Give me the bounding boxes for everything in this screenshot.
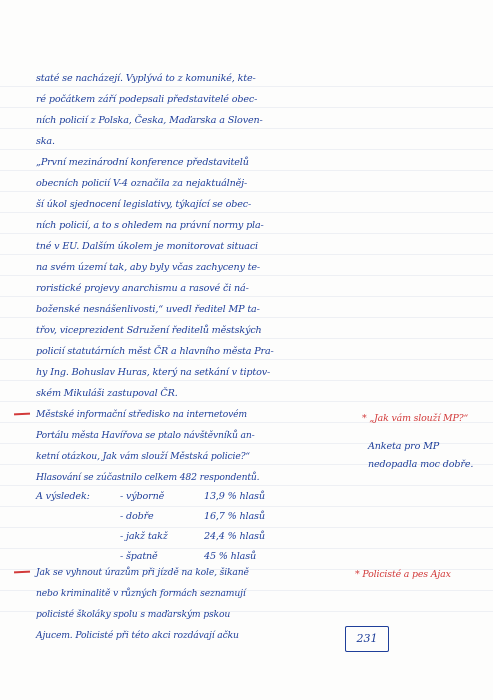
rule-line [0, 275, 493, 276]
survey-answer: - dobře [120, 511, 154, 522]
rule-line [0, 128, 493, 129]
rule-line [0, 149, 493, 150]
rule-line [0, 506, 493, 507]
text-line: staté se nacházejí. Vyplývá to z komuniké, kte- [36, 73, 256, 84]
rule-line [0, 233, 493, 234]
rule-line [0, 380, 493, 381]
rule-line [0, 548, 493, 549]
text-line: ré počátkem září podepsali představitelé obec- [36, 94, 258, 105]
rule-line [0, 485, 493, 486]
text-line: Jak se vyhnout úrazům při jízdě na kole, šikaně [36, 567, 249, 578]
page-number: 231 [345, 626, 389, 652]
text-line: Městské informační středisko na internetovém [36, 409, 247, 420]
text-line: Hlasování se zúčastnilo celkem 482 respondentů. [36, 472, 260, 483]
text-line: ních policií, a to s ohledem na právní normy pla- [36, 220, 264, 231]
margin-note: Anketa pro MP [368, 441, 440, 452]
rule-line [0, 296, 493, 297]
rule-line [0, 86, 493, 87]
text-line: Ajucem. Policisté při této akci rozdávají ačku [36, 630, 239, 641]
rule-line [0, 170, 493, 171]
text-line: na svém území tak, aby byly včas zachyceny te- [36, 262, 260, 273]
text-line: policií statutárních měst ČR a hlavního města Pra- [36, 346, 274, 357]
text-line: tné v EU. Dalším úkolem je monitorovat situaci [36, 241, 258, 252]
rule-line [0, 527, 493, 528]
text-line: třov, viceprezident Sdružení ředitelů městských [36, 325, 262, 336]
survey-answer: - jakž takž [120, 531, 168, 542]
text-line: hy Ing. Bohuslav Huras, který na setkání v tiptov- [36, 367, 271, 378]
rule-line [0, 107, 493, 108]
text-line: ketní otázkou, Jak vám slouží Městská policie?“ [36, 451, 250, 462]
text-line: „První mezinárodní konference představitelů [36, 157, 249, 168]
rule-line [0, 191, 493, 192]
survey-value: 24,4 % hlasů [204, 531, 265, 542]
survey-answer: - výborně [120, 491, 165, 502]
rule-line [0, 359, 493, 360]
margin-dash [14, 571, 30, 573]
text-line: ska. [36, 136, 55, 147]
text-line: policisté školáky spolu s maďarským pskou [36, 609, 231, 620]
text-line: boženské nesnášenlivosti,“ uvedl ředitel MP ta- [36, 304, 260, 315]
survey-value: 13,9 % hlasů [204, 491, 265, 502]
text-line: Portálu města Havířova se ptalo návštěvníků an- [36, 430, 255, 441]
margin-note: * Policisté a pes Ajax [355, 569, 451, 580]
margin-dash [14, 413, 30, 415]
survey-answer: - špatně [120, 551, 158, 562]
margin-note: nedopadla moc dobře. [368, 459, 474, 470]
rule-line [0, 254, 493, 255]
rule-line [0, 212, 493, 213]
rule-line [0, 338, 493, 339]
text-line: ší úkol sjednocení legislativy, týkající se obec- [36, 199, 252, 210]
text-line: ském Mikuláši zastupoval ČR. [36, 388, 178, 399]
survey-value: 16,7 % hlasů [204, 511, 265, 522]
rule-line [0, 317, 493, 318]
text-line: ních policií z Polska, Česka, Maďarska a Sloven- [36, 115, 263, 126]
text-line: roristické projevy anarchismu a rasové či ná- [36, 283, 249, 294]
text-line: nebo kriminalitě v různých formách seznamují [36, 588, 246, 599]
margin-note: * „Jak vám slouží MP?“ [362, 413, 469, 424]
rule-line [0, 401, 493, 402]
text-line: obecních policií V-4 označila za nejaktuálněj- [36, 178, 248, 189]
survey-value: 45 % hlasů [204, 551, 256, 562]
survey-label: A výsledek: [36, 491, 90, 502]
